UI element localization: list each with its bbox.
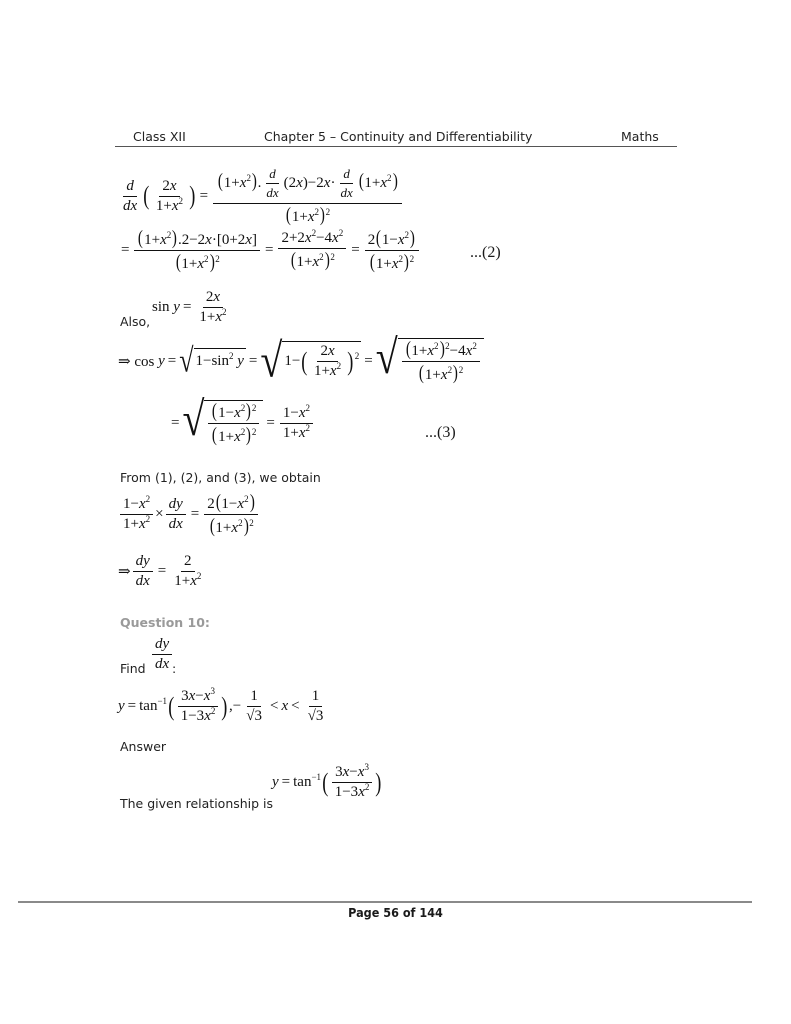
header-class: Class XII <box>133 129 186 144</box>
equation-tag-3: ...(3) <box>425 424 456 441</box>
also-label: Also, <box>120 314 151 329</box>
equation-derivative-line2: = $\frac{(1+x^2).2-2x\cdot[0+2x]}{(1+x^2)^2}$ = $\frac{2+2x^2-4x^2}{(1+x^2)^2}$ = $\frac{2(1-x^2)}{(1+x^2)^2}$ <box>118 228 421 273</box>
equation-cos-y-line1: ⇒ cos y = √ 1−sin 2 y = √ 1− ( 2x $1+x^2$ ) 2 = √ $(1+x^2)^2-4x^2$ $(1+x^2)^2$ <box>118 338 484 384</box>
find-colon: : <box>172 661 177 676</box>
given-text: The given relationship is <box>120 796 274 811</box>
equation-result: ⇒ $\frac{dy}{dx}$ = $\frac{2}{1+x^2}$ <box>118 553 202 589</box>
page-number: Page 56 of 144 <box>348 905 443 920</box>
header-chapter: Chapter 5 – Continuity and Differentiability <box>264 129 533 144</box>
equation-given: y = tan −1 ( $3x-x^3$ $1-3x^2$ ) <box>272 762 382 800</box>
header-divider <box>115 146 677 147</box>
equation-find-dydx: dy dx <box>150 636 174 673</box>
answer-label: Answer <box>120 739 167 754</box>
footer-divider <box>18 901 752 903</box>
equation-sin-y: sin y = $\frac{2x}{1+x^2}$ <box>152 289 227 325</box>
equation-cos-y-line2: = √ $(1-x^2)^2$ $(1+x^2)^2$ = $\frac{1-x^2}{1+x^2}$ <box>168 400 315 446</box>
find-label: Find <box>120 661 146 676</box>
from-text: From (1), (2), and (3), we obtain <box>120 470 321 485</box>
question-label: Question 10: <box>120 615 210 630</box>
equation-tag-2: ...(2) <box>470 244 501 261</box>
equation-combine: $\frac{1-x^2}{1+x^2}$ × $\frac{dy}{dx}$ = $\frac{2(1-x^2)}{(1+x^2)^2}$ <box>118 492 260 537</box>
equation-derivative-line1: d dx ( 2x $1+x^2$ ) = $(1+x^2)$. $\frac{d}{dx}$ (2x)−2x· $\frac{d}{dx}$ $(1+x^2)$ $(1+x^2)^2$ <box>118 166 404 226</box>
header-subject: Maths <box>621 129 659 144</box>
equation-question: y = tan −1 ( $3x-x^3$ $1-3x^2$ ) ,− 1 √3 < x < 1 √3 <box>118 686 324 724</box>
